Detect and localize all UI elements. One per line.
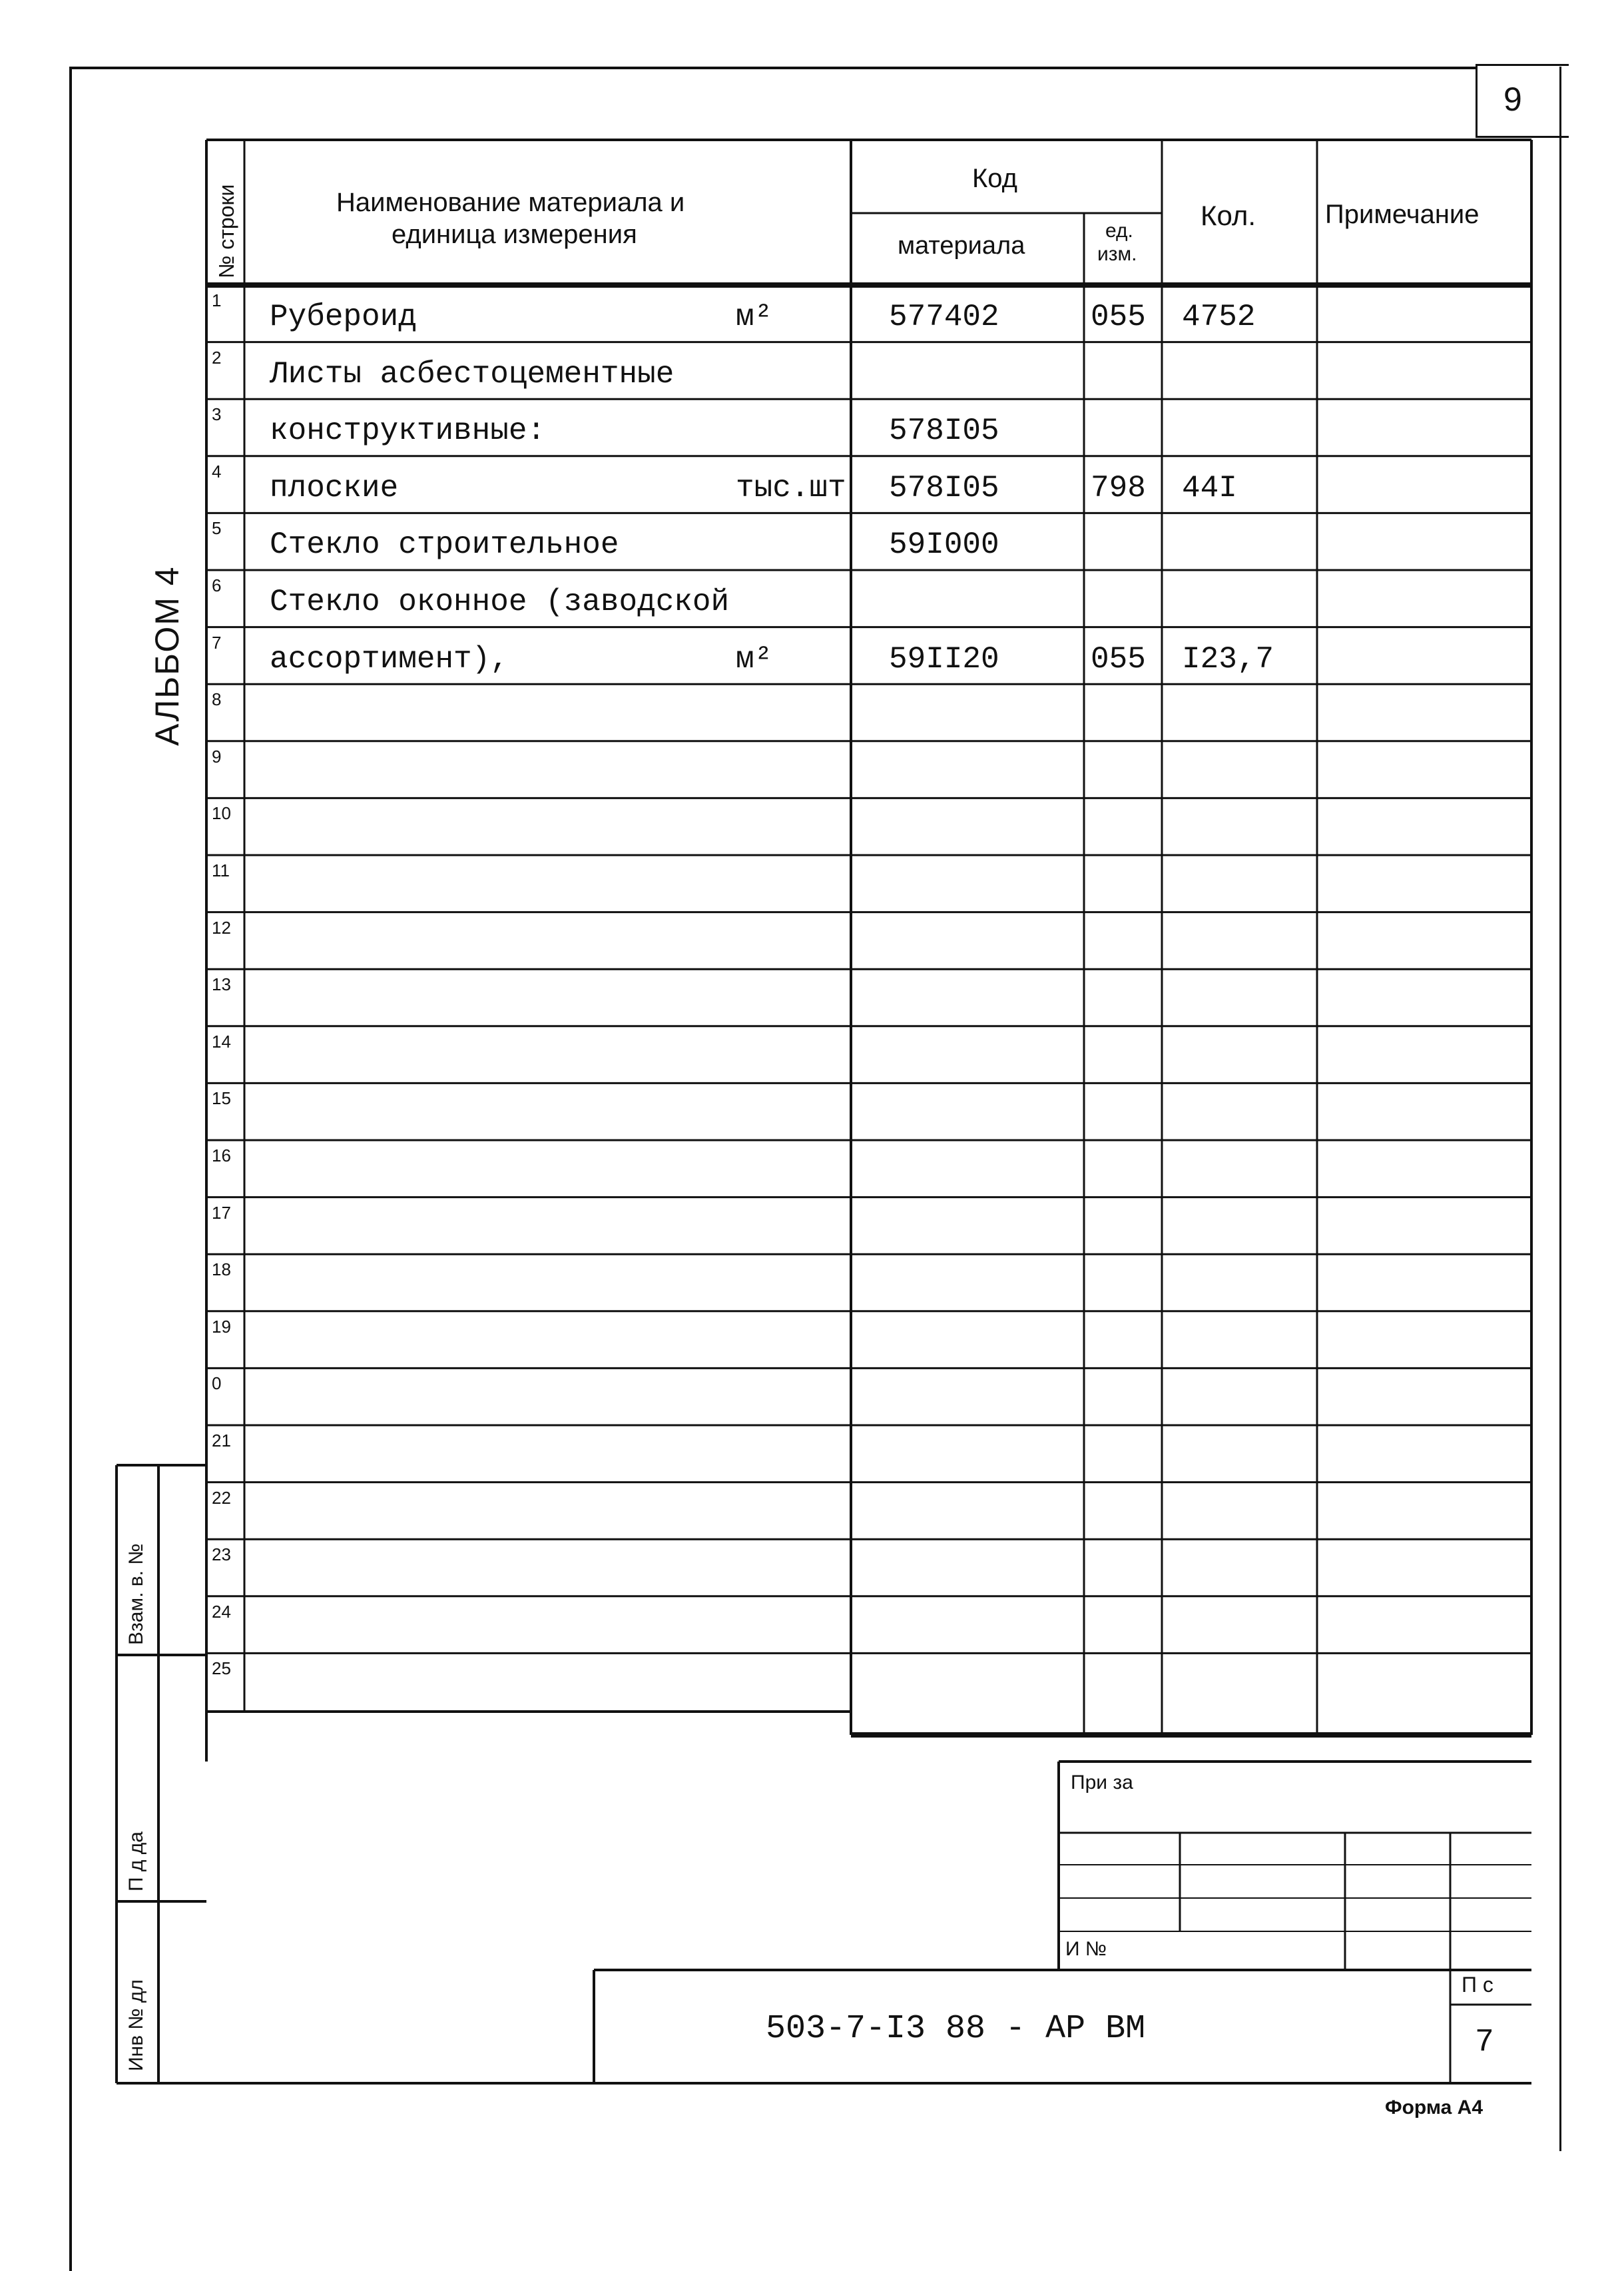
header-qty: Кол. [1201, 200, 1256, 231]
material-code: 577402 [889, 300, 999, 334]
row-number: 4 [212, 461, 222, 482]
row-number: 0 [212, 1373, 222, 1394]
row-number: 18 [212, 1259, 231, 1280]
quantity: 44I [1182, 470, 1237, 505]
header-material: материала [898, 232, 1025, 260]
header-row-no: № строки [214, 184, 238, 278]
material-code: 59II20 [889, 641, 999, 677]
row-number: 22 [212, 1487, 231, 1508]
row-number: 25 [212, 1658, 231, 1679]
row-number: 16 [212, 1145, 231, 1165]
material-unit: тыс.шт [736, 470, 846, 505]
material-unit: м² [736, 641, 773, 677]
material-name: Стекло строительное [270, 527, 619, 563]
unit-code: 055 [1091, 300, 1146, 334]
material-name: Рубероид [270, 300, 417, 334]
stamp-pd: П д да [125, 1831, 147, 1891]
header-unit-line1: ед. [1105, 220, 1133, 242]
row-number: 21 [212, 1431, 231, 1451]
row-number: 12 [212, 917, 231, 938]
row-number: 7 [212, 632, 222, 653]
header-name-line1: Наименование материала и [336, 188, 685, 217]
form-label: Форма А4 [1385, 2097, 1484, 2118]
material-unit: м² [736, 300, 773, 334]
document-code: 503-7-I3 88 - АР ВМ [766, 2010, 1146, 2048]
header-note: Примечание [1325, 200, 1480, 229]
unit-code: 055 [1091, 641, 1146, 677]
title-inv-no: И № [1065, 1938, 1107, 1960]
sheet-label: П с [1462, 1973, 1493, 1997]
material-code: 578I05 [889, 414, 999, 449]
page-number: 9 [1503, 81, 1522, 118]
row-number: 23 [212, 1544, 231, 1565]
quantity: 4752 [1182, 300, 1256, 334]
header-name-line2: единица измерения [392, 220, 637, 249]
row-number: 13 [212, 974, 231, 995]
row-number: 19 [212, 1316, 231, 1337]
material-name: Стекло оконное (заводской [270, 585, 730, 619]
quantity: I23,7 [1182, 641, 1274, 677]
header-code: Код [972, 164, 1018, 193]
material-name: конструктивные: [270, 414, 546, 449]
row-number: 10 [212, 803, 231, 824]
sheet-value: 7 [1475, 2025, 1494, 2061]
row-number: 11 [212, 860, 230, 880]
row-number: 2 [212, 347, 222, 368]
row-number: 5 [212, 518, 222, 539]
row-number: 1 [212, 290, 222, 310]
header-unit-line2: изм. [1097, 243, 1137, 265]
stamp-vzam: Взам. в. № [125, 1543, 147, 1645]
row-number: 14 [212, 1031, 231, 1052]
row-number: 24 [212, 1601, 231, 1622]
material-name: плоские [270, 470, 399, 505]
row-number: 8 [212, 689, 222, 710]
stamp-inv: Инв № дл [125, 1979, 147, 2071]
title-pri-za: При за [1071, 1772, 1133, 1793]
material-name: ассортимент), [270, 641, 509, 677]
album-label: АЛЬБОМ 4 [148, 565, 186, 746]
row-number: 9 [212, 746, 222, 767]
row-number: 6 [212, 575, 222, 595]
material-name: Листы асбестоцементные [270, 356, 675, 392]
row-number: 3 [212, 404, 222, 425]
material-code: 59I000 [889, 527, 999, 563]
row-number: 17 [212, 1202, 231, 1223]
unit-code: 798 [1091, 470, 1146, 505]
material-code: 578I05 [889, 470, 999, 505]
row-number: 15 [212, 1088, 231, 1109]
